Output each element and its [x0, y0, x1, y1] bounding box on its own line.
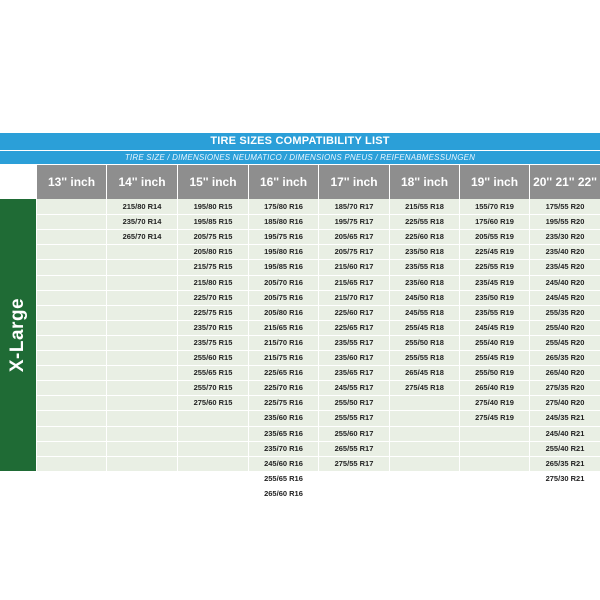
tire-size-cell: 255/60 R17	[334, 428, 374, 438]
tire-size-cell: 255/55 R18	[405, 353, 444, 362]
column-header: 19'' inch	[459, 165, 529, 199]
tire-size-cell: 275/40 R19	[475, 398, 514, 408]
tire-size-cell: 245/50 R18	[405, 292, 444, 302]
tire-size-cell: 225/75 R16	[264, 398, 303, 408]
column-header: 13'' inch	[36, 165, 106, 199]
tire-size-cell: 235/55 R18	[405, 262, 444, 272]
tire-size-cell: 275/40 R20	[545, 398, 585, 408]
tire-size-cell: 275/30 R21	[545, 473, 585, 483]
corner-cell	[0, 165, 36, 199]
row-divider	[36, 395, 600, 396]
row-divider	[36, 350, 600, 351]
tire-size-cell: 235/60 R17	[334, 353, 374, 362]
row-divider	[36, 335, 600, 336]
row-divider	[36, 290, 600, 291]
row-divider	[36, 229, 600, 230]
row-divider	[36, 320, 600, 321]
tire-size-cell: 255/45 R19	[475, 353, 514, 362]
tire-size-cell: 205/75 R15	[193, 232, 233, 242]
row-divider	[36, 259, 600, 260]
tire-size-cell: 255/35 R20	[545, 307, 585, 317]
tire-size-cell: 235/60 R18	[405, 277, 444, 287]
tire-size-cell: 195/85 R16	[264, 262, 303, 272]
tire-size-cell: 215/70 R17	[334, 292, 374, 302]
size-category-label: X-Large	[7, 297, 28, 373]
tire-size-cell: 175/60 R19	[475, 217, 514, 227]
row-divider	[36, 410, 600, 411]
tire-size-cell: 255/65 R15	[193, 368, 233, 378]
tire-size-cell: 215/70 R16	[264, 337, 303, 347]
tire-size-cell: 225/65 R17	[334, 322, 374, 332]
tire-size-cell: 205/80 R16	[264, 307, 303, 317]
tire-size-cell: 225/70 R15	[193, 292, 233, 302]
tire-size-cell: 245/55 R17	[334, 383, 374, 393]
tire-size-cell: 265/45 R18	[405, 368, 444, 378]
tire-size-cell: 225/70 R16	[264, 383, 303, 393]
tire-size-cell: 245/40 R21	[545, 428, 585, 438]
tire-size-cell: 225/45 R19	[475, 247, 514, 257]
tire-size-cell: 255/40 R20	[545, 322, 585, 332]
tire-size-cell: 235/70 R15	[193, 322, 233, 332]
tire-size-cell: 235/75 R15	[193, 337, 233, 347]
tire-size-cell: 225/55 R18	[405, 217, 444, 227]
tire-size-cell: 255/60 R15	[193, 353, 233, 362]
tire-size-cell: 255/50 R17	[334, 398, 374, 408]
tire-size-cell: 235/55 R19	[475, 307, 514, 317]
tire-size-table	[0, 133, 600, 498]
tire-size-cell: 205/70 R16	[264, 277, 303, 287]
column-header: 18'' inch	[389, 165, 459, 199]
tire-size-cell: 255/50 R19	[475, 368, 514, 378]
tire-size-cell: 255/45 R20	[545, 337, 585, 347]
tire-size-cell: 265/70 R14	[122, 232, 162, 242]
tire-size-cell: 215/65 R17	[334, 277, 374, 287]
row-divider	[36, 380, 600, 381]
tire-size-cell: 195/80 R16	[264, 247, 303, 257]
tire-size-cell: 255/65 R16	[264, 473, 303, 483]
tire-size-cell: 235/40 R20	[545, 247, 585, 257]
tire-size-cell: 235/65 R16	[264, 428, 303, 438]
tire-size-cell: 245/45 R19	[475, 322, 514, 332]
tire-size-cell: 265/55 R17	[334, 443, 374, 453]
column-header-row	[0, 165, 600, 199]
column-header: 14'' inch	[106, 165, 177, 199]
column-header: 15'' inch	[177, 165, 248, 199]
tire-size-cell: 195/75 R16	[264, 232, 303, 242]
tire-size-cell: 265/60 R16	[264, 488, 303, 498]
tire-size-cell: 205/75 R16	[264, 292, 303, 302]
tire-size-cell: 235/60 R16	[264, 413, 303, 423]
tire-size-cell: 195/80 R15	[193, 202, 233, 211]
row-divider	[36, 244, 600, 245]
tire-size-cell: 265/35 R21	[545, 458, 585, 468]
tire-size-cell: 255/45 R18	[405, 322, 444, 332]
tire-size-cell: 275/45 R19	[475, 413, 514, 423]
tire-size-cell: 265/35 R20	[545, 353, 585, 362]
tire-size-cell: 155/70 R19	[475, 202, 514, 211]
tire-size-cell: 255/55 R17	[334, 413, 374, 423]
tire-size-cell: 195/55 R20	[545, 217, 585, 227]
tire-size-cell: 255/40 R19	[475, 337, 514, 347]
tire-size-cell: 195/75 R17	[334, 217, 374, 227]
row-divider	[36, 441, 600, 442]
tire-size-cell: 245/45 R20	[545, 292, 585, 302]
tire-size-cell: 215/55 R18	[405, 202, 444, 211]
tire-size-cell: 235/30 R20	[545, 232, 585, 242]
tire-size-cell: 215/65 R16	[264, 322, 303, 332]
tire-size-cell: 265/40 R19	[475, 383, 514, 393]
tire-size-cell: 185/80 R16	[264, 217, 303, 227]
tire-size-cell: 225/60 R18	[405, 232, 444, 242]
tire-size-cell: 255/40 R21	[545, 443, 585, 453]
column-header: 17'' inch	[318, 165, 389, 199]
tire-size-cell: 225/75 R15	[193, 307, 233, 317]
table-subtitle: TIRE SIZE / DIMENSIONES NEUMATICO / DIMENSIONS PNEUS / REIFENABMESSUNGEN	[0, 151, 600, 164]
tire-size-cell: 225/55 R19	[475, 262, 514, 272]
tire-size-cell: 215/60 R17	[334, 262, 374, 272]
tire-size-cell: 245/55 R18	[405, 307, 444, 317]
table-title: TIRE SIZES COMPATIBILITY LIST	[0, 133, 600, 150]
column-header: 20'' 21'' 22''	[529, 165, 600, 199]
tire-size-cell: 235/50 R19	[475, 292, 514, 302]
tire-size-cell: 255/70 R15	[193, 383, 233, 393]
tire-size-cell: 275/55 R17	[334, 458, 374, 468]
tire-size-cell: 235/70 R16	[264, 443, 303, 453]
row-divider	[36, 426, 600, 427]
tire-size-cell: 275/45 R18	[405, 383, 444, 393]
size-grid	[36, 199, 600, 498]
tire-size-cell: 235/45 R19	[475, 277, 514, 287]
tire-size-cell: 215/75 R15	[193, 262, 233, 272]
tire-size-cell: 245/35 R21	[545, 413, 585, 423]
tire-size-cell: 205/65 R17	[334, 232, 374, 242]
tire-size-cell: 275/60 R15	[193, 398, 233, 408]
tire-size-cell: 215/75 R16	[264, 353, 303, 362]
tire-size-cell: 225/60 R17	[334, 307, 374, 317]
row-divider	[36, 214, 600, 215]
tire-size-cell: 265/40 R20	[545, 368, 585, 378]
row-divider	[36, 305, 600, 306]
tire-size-cell: 235/55 R17	[334, 337, 374, 347]
tire-size-cell: 275/35 R20	[545, 383, 585, 393]
tire-size-cell: 205/75 R17	[334, 247, 374, 257]
tire-size-cell: 225/65 R16	[264, 368, 303, 378]
row-divider	[36, 456, 600, 457]
tire-size-cell: 255/50 R18	[405, 337, 444, 347]
tire-size-cell: 215/80 R15	[193, 277, 233, 287]
tire-size-cell: 235/45 R20	[545, 262, 585, 272]
column-header: 16'' inch	[248, 165, 318, 199]
tire-size-cell: 195/85 R15	[193, 217, 233, 227]
tire-size-cell: 235/50 R18	[405, 247, 444, 257]
tire-size-cell: 245/60 R16	[264, 458, 303, 468]
row-divider	[36, 275, 600, 276]
tire-size-cell: 235/65 R17	[334, 368, 374, 378]
tire-size-cell: 205/80 R15	[193, 247, 233, 257]
tire-size-cell: 215/80 R14	[122, 202, 162, 211]
tire-size-cell: 175/80 R16	[264, 202, 303, 211]
tire-size-cell: 185/70 R17	[334, 202, 374, 211]
tire-size-cell: 245/40 R20	[545, 277, 585, 287]
tire-size-cell: 205/55 R19	[475, 232, 514, 242]
tire-size-cell: 235/70 R14	[122, 217, 162, 227]
tire-size-cell: 175/55 R20	[545, 202, 585, 211]
size-category-band	[0, 199, 36, 471]
row-divider	[36, 365, 600, 366]
